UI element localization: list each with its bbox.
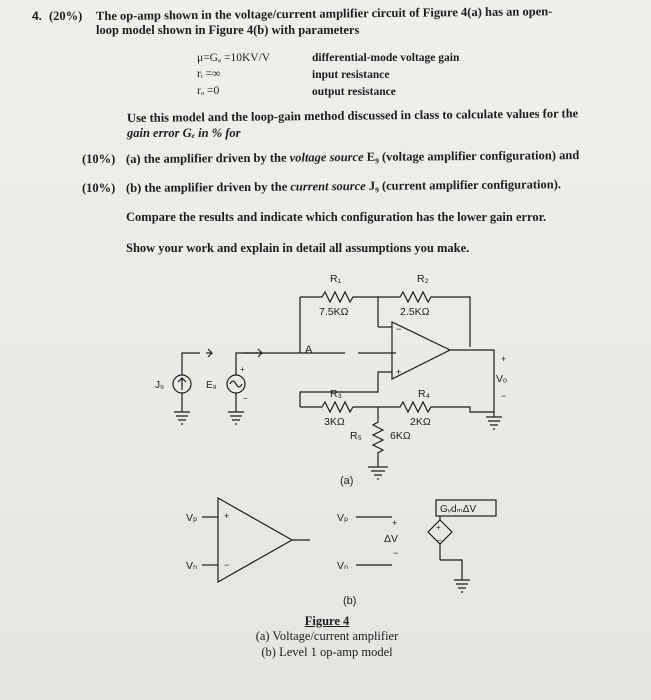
r4-resistor xyxy=(378,402,494,412)
param-ro-desc: output resistance xyxy=(312,86,396,98)
show-instruction: Show your work and explain in detail all assumptions you make. xyxy=(126,241,470,255)
vp-left-label: Vₚ xyxy=(186,512,198,524)
compare-instruction: Compare the results and indicate which configuration has the lower gain error. xyxy=(126,210,547,224)
method-line2: gain error Gₑ in % for xyxy=(127,126,241,140)
vp-right-label: Vₚ xyxy=(337,512,349,524)
r1-name: R₁ xyxy=(330,273,342,285)
r1-value: 7.5KΩ xyxy=(319,306,349,318)
r5-value: 6KΩ xyxy=(390,430,411,442)
figure-caption-line-a: (a) Voltage/current amplifier xyxy=(255,629,399,643)
dv-minus: − xyxy=(393,548,399,558)
figure-caption-line-b: (b) Level 1 op-amp model xyxy=(261,645,393,659)
figure-4a-circuit xyxy=(0,262,651,492)
problem-weight: (20%) xyxy=(49,9,83,23)
problem-intro-line2: loop model shown in Figure 4(b) with parameters xyxy=(96,23,360,37)
problem-intro-line1: The op-amp shown in the voltage/current amplifier circuit of Figure 4(a) has an open- xyxy=(95,4,553,23)
vo-minus-label: − xyxy=(501,391,507,401)
param-gain-expr: μ=Gₐ =10KV/V xyxy=(197,52,271,64)
jg-label: J₉ xyxy=(155,380,164,391)
figure-4b-model xyxy=(0,490,651,610)
figure-caption-title: Figure 4 xyxy=(304,614,350,628)
r3-name: R₃ xyxy=(330,388,342,400)
vn-right-label: Vₙ xyxy=(337,560,349,572)
param-gain-desc: differential-mode voltage gain xyxy=(312,52,460,64)
vo-label: Vₒ xyxy=(496,373,507,385)
node-a-label: A xyxy=(305,344,313,356)
r5-name: R₅ xyxy=(350,430,362,442)
eg-minus-label: − xyxy=(243,394,248,403)
method-line1: Use this model and the loop-gain method discussed in class to calculate values for the xyxy=(126,106,579,125)
r1-resistor xyxy=(300,292,378,302)
eg-label: E₉ xyxy=(206,380,217,391)
opamp-b-plus: + xyxy=(224,511,230,521)
dependent-source-label: GᵥdₘΔV xyxy=(440,504,477,515)
r4-name: R₄ xyxy=(418,388,430,400)
dv-plus: + xyxy=(392,518,398,528)
r5-resistor xyxy=(373,407,383,467)
source-plus: + xyxy=(436,523,441,532)
source-minus: − xyxy=(437,536,442,545)
part-b-text: (b) the amplifier driven by the current source J₉ (current amplifier configuration). xyxy=(125,177,562,195)
part-a-weight: (10%) xyxy=(82,152,116,166)
dv-label: ΔV xyxy=(384,533,399,545)
opamp-b-minus: − xyxy=(224,560,230,570)
r4-value: 2KΩ xyxy=(410,416,431,428)
problem-number: 4. xyxy=(32,9,43,23)
part-a-text: (a) the amplifier driven by the voltage source E₉ (voltage amplifier configuration) and xyxy=(125,148,580,166)
part-b-weight: (10%) xyxy=(82,181,116,195)
r2-value: 2.5KΩ xyxy=(400,306,430,318)
opamp-minus-label: − xyxy=(396,324,402,334)
vn-left-label: Vₙ xyxy=(186,560,198,572)
r2-name: R₂ xyxy=(417,273,429,285)
param-ri-expr: rᵢ =∞ xyxy=(197,68,221,80)
r3-value: 3KΩ xyxy=(324,416,345,428)
vo-plus-label: + xyxy=(501,354,507,364)
r3-resistor xyxy=(300,402,378,412)
opamp-plus-label: + xyxy=(396,367,402,377)
figure-b-label: (b) xyxy=(343,595,357,607)
figure-a-label: (a) xyxy=(340,475,354,487)
param-ro-expr: rₒ =0 xyxy=(197,85,220,97)
param-ri-desc: input resistance xyxy=(312,69,390,81)
eg-plus-label: + xyxy=(240,365,245,374)
